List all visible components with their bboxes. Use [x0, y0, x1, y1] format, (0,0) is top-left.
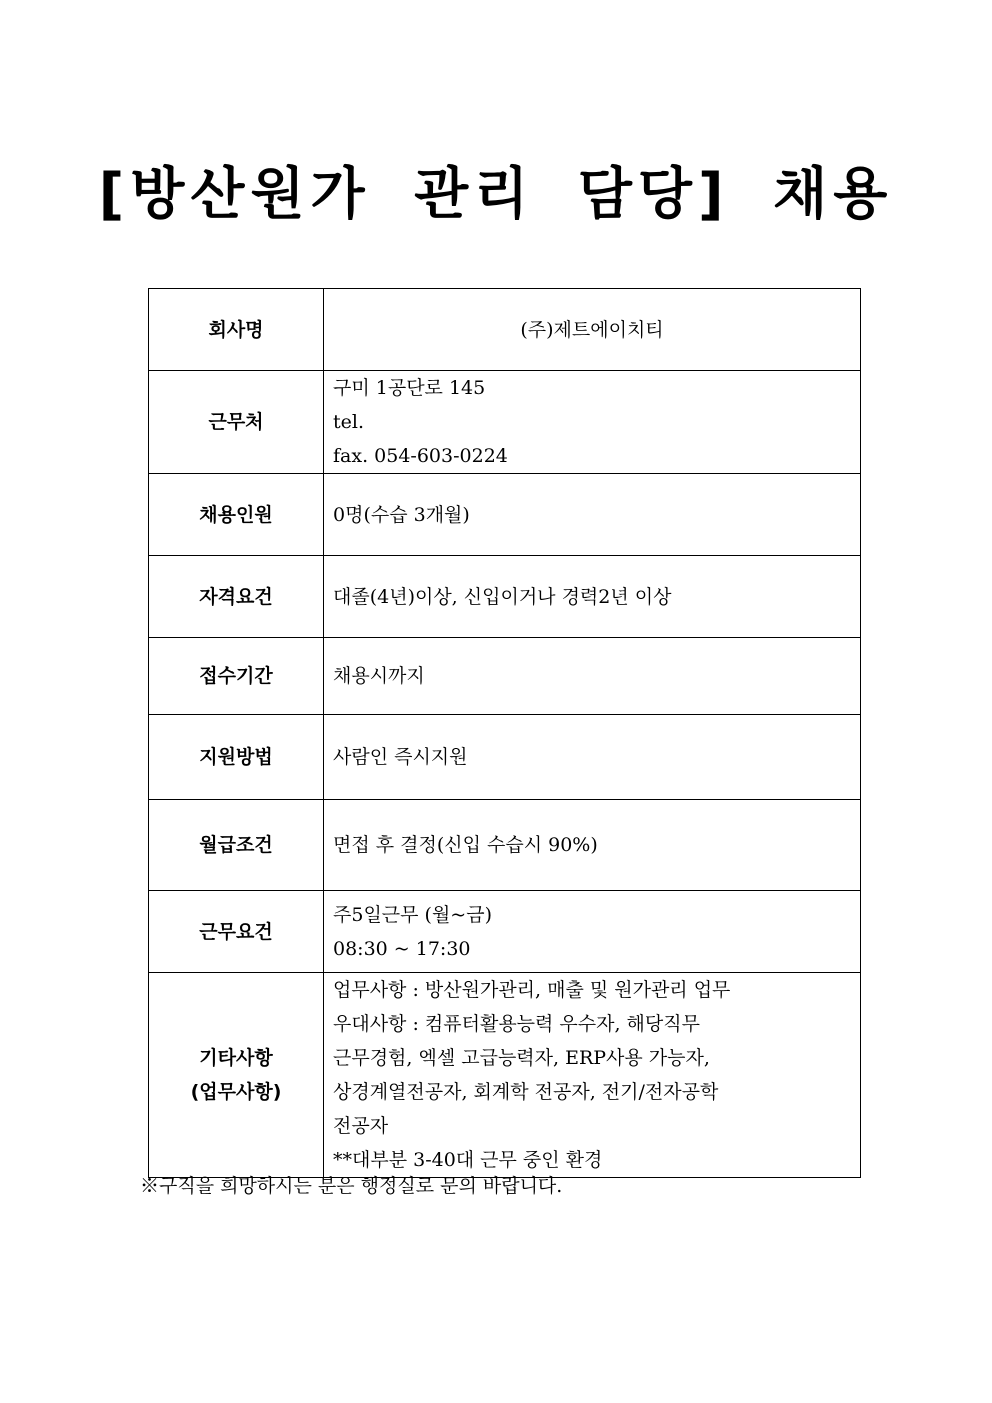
application-period-text: 채용시까지 — [333, 665, 425, 687]
value-application-method — [324, 715, 861, 800]
label-qualifications: 자격요건 — [149, 556, 324, 638]
preference-line-1: 우대사항 : 컴퓨터활용능력 우수자, 해당직무 — [333, 1013, 700, 1035]
value-salary — [324, 800, 861, 891]
value-application-period — [324, 638, 861, 715]
row-qualifications — [149, 556, 861, 638]
value-workplace — [324, 371, 861, 474]
workplace-fax: fax. 054-603-0224 — [333, 445, 508, 467]
row-other-details — [149, 973, 861, 1178]
contact-footnote: ※구직을 희망하시는 분은 행정실로 문의 바랍니다. — [140, 1175, 563, 1197]
salary-text: 면접 후 결정(신입 수습시 90%) — [333, 834, 598, 856]
row-application-method — [149, 715, 861, 800]
headcount-text: 0명(수습 3개월) — [333, 503, 470, 526]
workplace-tel: tel. — [333, 411, 364, 433]
value-working-conditions — [324, 891, 861, 973]
row-working-conditions — [149, 891, 861, 973]
label-other-details-main: 기타사항 — [199, 1047, 273, 1069]
preference-line-2: 근무경험, 엑셀 고급능력자, ERP사용 가능자, — [333, 1047, 710, 1069]
preference-line-4: 전공자 — [333, 1115, 389, 1137]
row-workplace — [149, 371, 861, 474]
label-application-period: 접수기간 — [149, 638, 324, 715]
working-days: 주5일근무 (월~금) — [333, 903, 492, 926]
page-title: [방산원가 관리 담당] 채용 — [98, 162, 894, 227]
qualifications-text: 대졸(4년)이상, 신입이거나 경력2년 이상 — [333, 585, 672, 608]
label-other-details-sub: (업무사항) — [190, 1081, 282, 1103]
application-method-text: 사람인 즉시지원 — [333, 746, 468, 768]
label-headcount: 채용인원 — [149, 474, 324, 556]
duty-description: 업무사항 : 방산원가관리, 매출 및 원가관리 업무 — [333, 979, 731, 1001]
value-qualifications — [324, 556, 861, 638]
label-company-name: 회사명 — [149, 289, 324, 371]
row-company-name — [149, 289, 861, 371]
label-application-method: 지원방법 — [149, 715, 324, 800]
job-posting-table — [148, 288, 861, 1178]
row-application-period — [149, 638, 861, 715]
label-other-details — [149, 973, 324, 1178]
label-salary: 월급조건 — [149, 800, 324, 891]
value-headcount — [324, 474, 861, 556]
company-name-text: (주)제트에이치티 — [520, 318, 664, 341]
row-salary — [149, 800, 861, 891]
label-working-conditions: 근무요건 — [149, 891, 324, 973]
environment-note: **대부분 3-40대 근무 중인 환경 — [333, 1149, 603, 1171]
value-other-details — [324, 973, 861, 1178]
preference-line-3: 상경계열전공자, 회계학 전공자, 전기/전자공학 — [333, 1081, 719, 1103]
row-headcount — [149, 474, 861, 556]
working-hours: 08:30 ~ 17:30 — [333, 937, 471, 960]
label-workplace: 근무처 — [149, 371, 324, 474]
value-company-name — [324, 289, 861, 371]
workplace-address: 구미 1공단로 145 — [333, 377, 486, 399]
